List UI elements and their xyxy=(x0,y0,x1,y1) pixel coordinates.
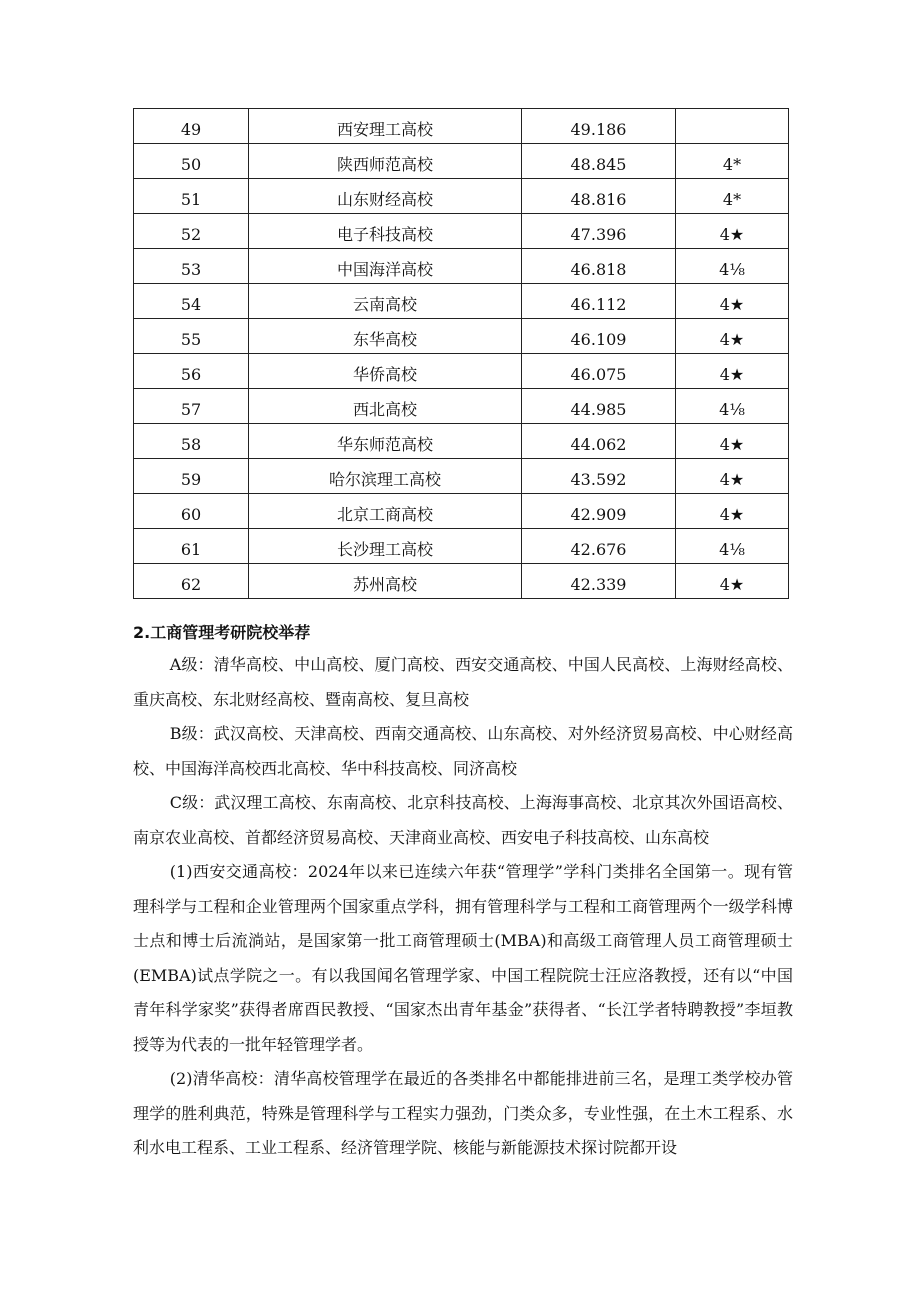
ranking-table-body xyxy=(134,109,789,599)
grade-cell: 4⅛ xyxy=(676,249,789,284)
school-cell: 中国海洋高校 xyxy=(249,249,522,284)
school-cell: 山东财经高校 xyxy=(249,179,522,214)
table-row xyxy=(134,389,789,424)
score-cell: 46.109 xyxy=(522,319,676,354)
rank-cell: 55 xyxy=(134,319,249,354)
paragraph-a-level: A级：清华高校、中山高校、厦门高校、西安交通高校、中国人民高校、上海财经高校、重庆高校、东北财经高校、暨南高校、复旦高校 xyxy=(133,655,793,709)
rank-cell: 62 xyxy=(134,564,249,599)
paragraph-tsinghua: (2)清华高校：清华高校管理学在最近的各类排名中都能排进前三名，是理工类学校办管理学的胜利典范，特殊是管理科学与工程实力强劲，门类众多，专业性强，在土木工程系、水利水电工程系、工业工程系、经济管理学院、核能与新能源技术探讨院都开设 xyxy=(133,1069,793,1157)
rank-cell: 61 xyxy=(134,529,249,564)
paragraph-b-level: B级：武汉高校、天津高校、西南交通高校、山东高校、对外经济贸易高校、中心财经高校、中国海洋高校西北高校、华中科技高校、同济高校 xyxy=(133,724,793,778)
rank-cell: 51 xyxy=(134,179,249,214)
grade-cell: 4* xyxy=(676,179,789,214)
grade-cell: 4★ xyxy=(676,459,789,494)
score-cell: 49.186 xyxy=(522,109,676,144)
grade-cell: 4★ xyxy=(676,424,789,459)
paragraph-xjtu: (1)西安交通高校：2024年以来已连续六年获“管理学”学科门类排名全国第一。现有管理科学与工程和企业管理两个国家重点学科，拥有管理科学与工程和工商管理两个一级学科博士点和博士后流淌站，是国家第一批工商管理硕士(MBA)和高级工商管理人员工商管理硕士(EMBA)试点学院之一。有以我国闻名管理学家、中国工程院院士汪应洛教授，还有以“中国青年科学家奖”获得者席酉民教授、“国家杰出青年基金”获得者、“长江学者特聘教授”李垣教授等为代表的一批年轻管理学者。 xyxy=(133,862,793,1054)
table-row xyxy=(134,354,789,389)
grade-cell xyxy=(676,109,789,144)
table-row xyxy=(134,284,789,319)
score-cell: 46.112 xyxy=(522,284,676,319)
grade-cell: 4★ xyxy=(676,284,789,319)
table-row xyxy=(134,564,789,599)
rank-cell: 57 xyxy=(134,389,249,424)
table-row xyxy=(134,459,789,494)
school-cell: 电子科技高校 xyxy=(249,214,522,249)
grade-cell: 4★ xyxy=(676,319,789,354)
score-cell: 44.985 xyxy=(522,389,676,424)
school-cell: 西北高校 xyxy=(249,389,522,424)
table-row xyxy=(134,109,789,144)
school-cell: 西安理工高校 xyxy=(249,109,522,144)
table-row xyxy=(134,179,789,214)
rank-cell: 49 xyxy=(134,109,249,144)
school-cell: 云南高校 xyxy=(249,284,522,319)
school-cell: 华侨高校 xyxy=(249,354,522,389)
score-cell: 46.075 xyxy=(522,354,676,389)
table-row xyxy=(134,424,789,459)
grade-cell: 4* xyxy=(676,144,789,179)
grade-cell: 4★ xyxy=(676,494,789,529)
table-row xyxy=(134,144,789,179)
score-cell: 47.396 xyxy=(522,214,676,249)
grade-cell: 4★ xyxy=(676,564,789,599)
rank-cell: 52 xyxy=(134,214,249,249)
rank-cell: 54 xyxy=(134,284,249,319)
score-cell: 48.845 xyxy=(522,144,676,179)
table-row xyxy=(134,494,789,529)
rank-cell: 60 xyxy=(134,494,249,529)
score-cell: 48.816 xyxy=(522,179,676,214)
rank-cell: 58 xyxy=(134,424,249,459)
grade-cell: 4★ xyxy=(676,214,789,249)
school-cell: 长沙理工高校 xyxy=(249,529,522,564)
table-row xyxy=(134,529,789,564)
grade-cell: 4⅛ xyxy=(676,529,789,564)
ranking-table xyxy=(133,108,789,599)
score-cell: 42.909 xyxy=(522,494,676,529)
rank-cell: 50 xyxy=(134,144,249,179)
body-text xyxy=(133,648,793,1166)
rank-cell: 56 xyxy=(134,354,249,389)
score-cell: 42.339 xyxy=(522,564,676,599)
score-cell: 44.062 xyxy=(522,424,676,459)
grade-cell: 4⅛ xyxy=(676,389,789,424)
school-cell: 北京工商高校 xyxy=(249,494,522,529)
rank-cell: 53 xyxy=(134,249,249,284)
score-cell: 43.592 xyxy=(522,459,676,494)
school-cell: 陕西师范高校 xyxy=(249,144,522,179)
grade-cell: 4★ xyxy=(676,354,789,389)
table-row xyxy=(134,249,789,284)
school-cell: 东华高校 xyxy=(249,319,522,354)
table-row xyxy=(134,319,789,354)
score-cell: 46.818 xyxy=(522,249,676,284)
table-row xyxy=(134,214,789,249)
rank-cell: 59 xyxy=(134,459,249,494)
paragraph-c-level: C级：武汉理工高校、东南高校、北京科技高校、上海海事高校、北京其次外国语高校、南京农业高校、首都经济贸易高校、天津商业高校、西安电子科技高校、山东高校 xyxy=(133,793,793,847)
school-cell: 华东师范高校 xyxy=(249,424,522,459)
school-cell: 苏州高校 xyxy=(249,564,522,599)
school-cell: 哈尔滨理工高校 xyxy=(249,459,522,494)
section-title: 2.工商管理考研院校举荐 xyxy=(133,623,311,642)
score-cell: 42.676 xyxy=(522,529,676,564)
